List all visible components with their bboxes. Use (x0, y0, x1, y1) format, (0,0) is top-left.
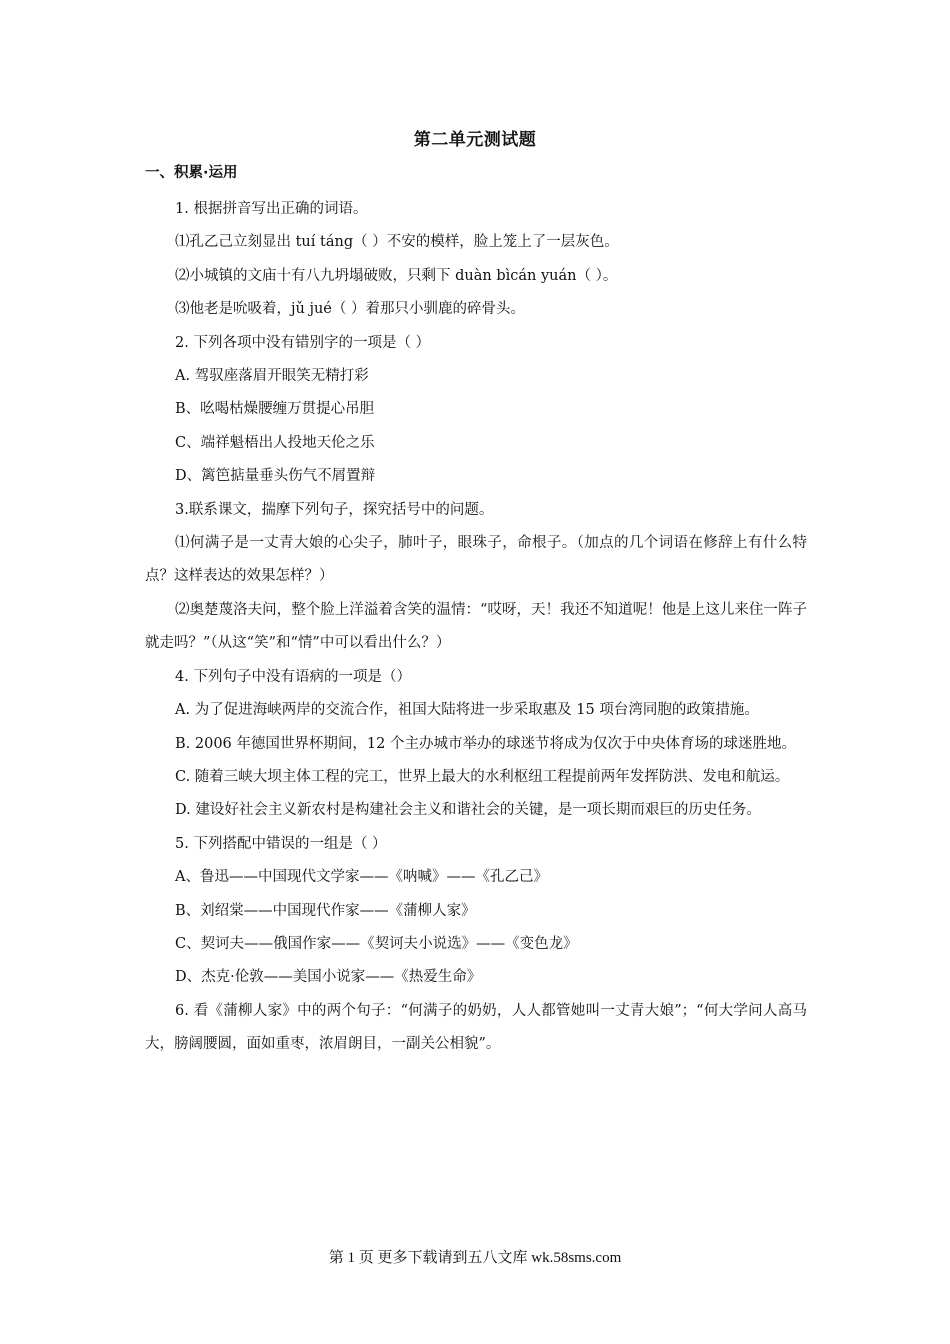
section-heading: 一、积累·运用 (145, 165, 238, 181)
question-2-option-d: D、篱笆掂量垂头伤气不屑置辩 (175, 468, 376, 485)
question-4-option-d: D. 建设好社会主义新农村是构建社会主义和谐社会的关键，是一项长期而艰巨的历史任务。 (175, 802, 761, 819)
question-6-stem: 6. 看《蒲柳人家》中的两个句子：“何满子的奶奶，人人都管她叫一丈青大娘”；“何大学问人高马大，膀阔腰圆，面如重枣，浓眉朗目，一副关公相貌”。 (145, 1002, 807, 1053)
question-1-stem: 1. 根据拼音写出正确的词语。 (175, 201, 368, 217)
question-5-stem: 5. 下列搭配中错误的一组是（ ） (175, 835, 387, 852)
question-5-option-b: B、刘绍棠——中国现代作家——《蒲柳人家》 (175, 902, 476, 919)
question-3-stem: 3.联系课文，揣摩下列句子，探究括号中的问题。 (175, 501, 494, 518)
page-footer: 第 1 页 更多下载请到五八文库 wk.58sms.com (328, 1250, 622, 1266)
question-3-item-2: ⑵奥楚蔑洛夫问，整个脸上洋溢着含笑的温情：“哎呀，天！我还不知道呢！他是上这儿来住一阵子就走吗？”（从这“笑”和“情”中可以看出什么？） (145, 601, 807, 652)
question-5-option-c: C、契诃夫——俄国作家——《契诃夫小说选》——《变色龙》 (175, 935, 578, 952)
question-5-option-a: A、鲁迅——中国现代文学家——《呐喊》——《孔乙己》 (175, 869, 548, 886)
question-4-stem: 4. 下列句子中没有语病的一项是（） (175, 668, 411, 685)
question-5-option-d: D、杰克·伦敦——美国小说家——《热爱生命》 (175, 969, 482, 986)
question-4-option-a: A. 为了促进海峡两岸的交流合作，祖国大陆将进一步采取惠及 15 项台湾同胞的政策措施。 (175, 702, 759, 719)
question-2-option-c: C、端祥魁梧出人投地天伦之乐 (175, 434, 375, 451)
page-title: 第二单元测试题 (413, 130, 537, 150)
question-4-option-b: B. 2006 年德国世界杯期间，12 个主办城市举办的球迷节将成为仅次于中央体育场的球迷胜地。 (175, 735, 796, 752)
question-2-option-a: A. 驾驭座落眉开眼笑无精打彩 (175, 368, 369, 385)
question-1-item-2: ⑵小城镇的文庙十有八九坍塌破败，只剩下 duàn bìcán yuán（ ）。 (175, 267, 618, 284)
question-2-option-b: B、吆喝枯燥腰缠万贯提心吊胆 (175, 401, 375, 418)
question-3-item-1: ⑴何满子是一丈青大娘的心尖子，肺叶子，眼珠子，命根子。（加点的几个词语在修辞上有什么特点？这样表达的效果怎样？） (145, 535, 807, 585)
question-4-option-c: C. 随着三峡大坝主体工程的完工，世界上最大的水利枢纽工程提前两年发挥防洪、发电和航运。 (175, 768, 790, 785)
question-1-item-1: ⑴孔乙己立刻显出 tuí táng（ ）不安的模样，脸上笼上了一层灰色。 (175, 234, 619, 251)
question-1-item-3: ⑶他老是吮吸着，jǔ jué（ ）着那只小驯鹿的碎骨头。 (175, 301, 525, 318)
document-body (145, 193, 807, 1062)
question-2-stem: 2. 下列各项中没有错别字的一项是（ ） (175, 334, 431, 351)
